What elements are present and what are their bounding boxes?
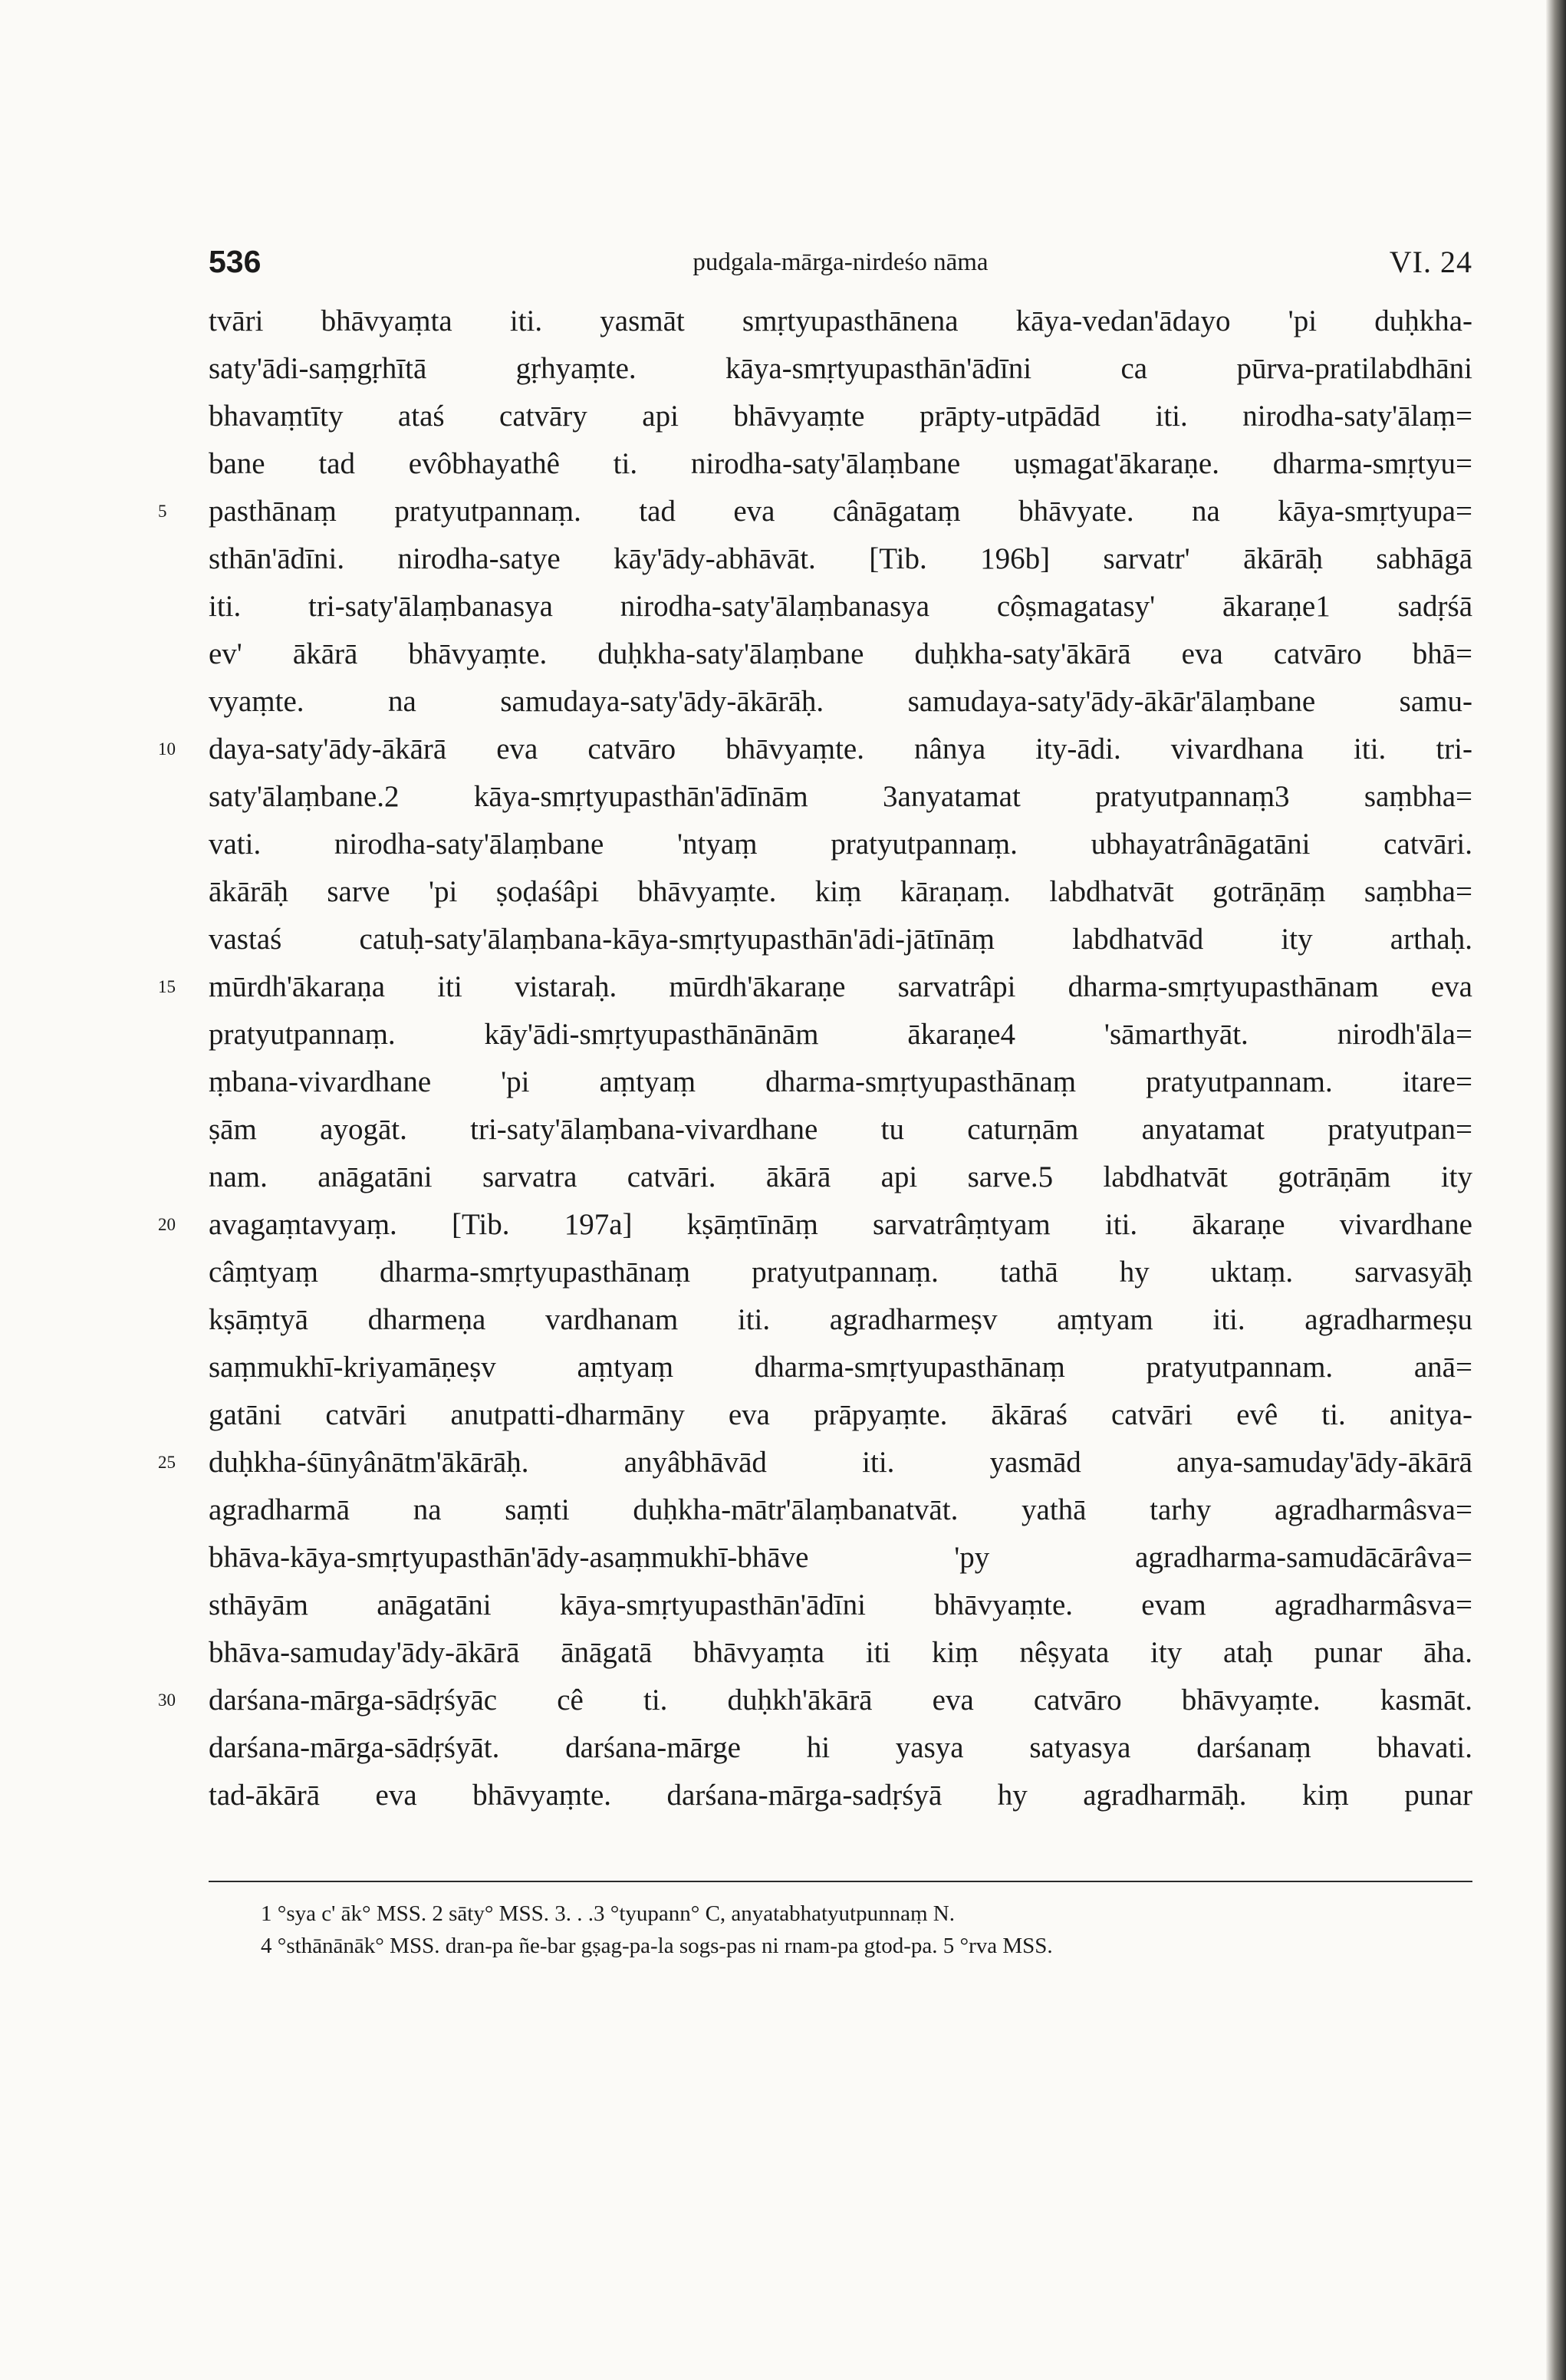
text-line: [209, 1724, 1472, 1772]
text-line: [209, 345, 1472, 393]
text-line: [209, 1582, 1472, 1629]
text-line: [209, 1486, 1472, 1534]
text-line: [209, 868, 1472, 916]
line-text: darśana-mārga-sādṛśyāt. darśana-mārge hi yasya satyasya darśanaṃ bhavati.: [209, 1731, 1472, 1764]
line-number: 30: [158, 1690, 176, 1710]
text-line: [209, 1249, 1472, 1296]
line-text: sthān'ādīni. nirodha-satye kāy'ādy-abhāvāt. [Tib. 196b] sarvatr' ākārāḥ sabhāgā: [209, 542, 1472, 575]
line-text: avagaṃtavyaṃ. [Tib. 197a] kṣāṃtīnāṃ sarvatrâṃtyam iti. ākaraṇe vivardhane: [209, 1208, 1472, 1241]
footnote-line: 4 °sthānānāk° MSS. dran-pa ñe-bar gṣag-pa-la sogs-pas ni rnam-pa gtod-pa. 5 °rva MSS.: [261, 1934, 1053, 1958]
text-line: [209, 583, 1472, 630]
line-text: vati. nirodha-saty'ālaṃbane 'ntyaṃ pratyutpannaṃ. ubhayatrânāgatāni catvāri.: [209, 828, 1472, 861]
text-line: [158, 726, 1472, 773]
text-line: [209, 821, 1472, 868]
line-text: saty'ādi-saṃgṛhītā gṛhyaṃte. kāya-smṛtyupasthān'ādīni ca pūrva-pratilabdhāni: [209, 352, 1472, 385]
text-line: [209, 298, 1472, 345]
line-text: vyaṃte. na samudaya-saty'ādy-ākārāḥ. samudaya-saty'ādy-ākār'ālaṃbane samu-: [209, 685, 1472, 718]
line-text: tad-ākārā eva bhāvyaṃte. darśana-mārga-sadṛśyā hy agradharmāḥ. kiṃ punar: [209, 1779, 1472, 1812]
text-line: [209, 678, 1472, 726]
line-text: daya-saty'ādy-ākārā eva catvāro bhāvyaṃte. nânya ity-ādi. vivardhana iti. tri-: [209, 732, 1472, 765]
line-text: gatāni catvāri anutpatti-dharmāny eva prāpyaṃte. ākāraś catvāri evê ti. anitya-: [209, 1398, 1472, 1431]
text-line: [158, 1201, 1472, 1249]
line-text: câṃtyaṃ dharma-smṛtyupasthānaṃ pratyutpannaṃ. tathā hy uktaṃ. sarvasyāḥ: [209, 1256, 1472, 1289]
text-line: [209, 1106, 1472, 1154]
running-head: [209, 244, 1472, 290]
text-line: [209, 1772, 1472, 1819]
text-line: [209, 1011, 1472, 1058]
line-text: bane tad evôbhayathê ti. nirodha-saty'ālaṃbane uṣmagat'ākaraṇe. dharma-smṛtyu=: [209, 447, 1472, 480]
line-text: vastaś catuḥ-saty'ālaṃbana-kāya-smṛtyupasthān'ādi-jātīnāṃ labdhatvād ity arthaḥ.: [209, 923, 1472, 956]
text-line: [158, 488, 1472, 535]
line-text: iti. tri-saty'ālaṃbanasya nirodha-saty'ālaṃbanasya côṣmagatasy' ākaraṇe1 sadṛśā: [209, 590, 1472, 623]
footnote-rule: [209, 1881, 1472, 1882]
footnotes: [261, 1898, 1411, 1962]
text-line: [209, 393, 1472, 440]
line-number: 5: [158, 502, 167, 521]
page-number: 536: [209, 244, 262, 279]
main-text-block: [158, 298, 1472, 1819]
line-text: pratyutpannaṃ. kāy'ādi-smṛtyupasthānānām ākaraṇe4 'sāmarthyāt. nirodh'āla=: [209, 1018, 1472, 1051]
line-text: sthāyām anāgatāni kāya-smṛtyupasthān'ādīni bhāvyaṃte. evam agradharmâsva=: [209, 1588, 1472, 1621]
text-line: [209, 1344, 1472, 1391]
line-number: 20: [158, 1215, 176, 1234]
text-line: [158, 963, 1472, 1011]
line-text: duḥkha-śūnyânātm'ākārāḥ. anyâbhāvād iti. yasmād anya-samuday'ādy-ākārā: [209, 1446, 1472, 1479]
text-line: [209, 1391, 1472, 1439]
line-text: ev' ākārā bhāvyaṃte. duḥkha-saty'ālaṃbane duḥkha-saty'ākārā eva catvāro bhā=: [209, 637, 1472, 670]
section-reference: VI. 24: [1389, 245, 1472, 279]
line-text: nam. anāgatāni sarvatra catvāri. ākārā api sarve.5 labdhatvāt gotrāṇām ity: [209, 1160, 1472, 1193]
line-text: mūrdh'ākaraṇa iti vistaraḥ. mūrdh'ākaraṇe sarvatrâpi dharma-smṛtyupasthānam eva: [209, 970, 1472, 1003]
line-text: bhāva-samuday'ādy-ākārā ānāgatā bhāvyaṃta iti kiṃ nêṣyata ity ataḥ punar āha.: [209, 1636, 1472, 1669]
text-line: [209, 916, 1472, 963]
line-text: ṣām ayogāt. tri-saty'ālaṃbana-vivardhane tu caturṇām anyatamat pratyutpan=: [209, 1113, 1472, 1146]
line-text: saty'ālaṃbane.2 kāya-smṛtyupasthān'ādīnām 3anyatamat pratyutpannaṃ3 saṃbha=: [209, 780, 1472, 813]
line-number: 15: [158, 977, 176, 996]
line-text: saṃmukhī-kriyamāṇeṣv aṃtyaṃ dharma-smṛtyupasthānaṃ pratyutpannam. anā=: [209, 1351, 1472, 1384]
line-text: pasthānaṃ pratyutpannaṃ. tad eva cânāgataṃ bhāvyate. na kāya-smṛtyupa=: [209, 495, 1472, 528]
text-line: [158, 1439, 1472, 1486]
line-text: kṣāṃtyā dharmeṇa vardhanam iti. agradharmeṣv aṃtyam iti. agradharmeṣu: [209, 1303, 1472, 1336]
text-line: [209, 1058, 1472, 1106]
line-text: bhāva-kāya-smṛtyupasthān'ādy-asaṃmukhī-bhāve 'py agradharma-samudācārâva=: [209, 1541, 1472, 1574]
text-line: [209, 1534, 1472, 1582]
line-text: bhavaṃtīty ataś catvāry api bhāvyaṃte prāpty-utpādād iti. nirodha-saty'ālaṃ=: [209, 400, 1472, 433]
line-text: ṃbana-vivardhane 'pi aṃtyaṃ dharma-smṛtyupasthānaṃ pratyutpannam. itare=: [209, 1065, 1472, 1098]
text-line: [209, 535, 1472, 583]
text-line: [209, 630, 1472, 678]
text-line: [209, 773, 1472, 821]
text-line: [209, 1154, 1472, 1201]
footnote-line: 1 °sya c' āk° MSS. 2 sāty° MSS. 3. . .3 °tyupann° C, anyatabhatyutpunnaṃ N.: [261, 1901, 955, 1926]
line-text: ākārāḥ sarve 'pi ṣoḍaśâpi bhāvyaṃte. kiṃ kāraṇaṃ. labdhatvāt gotrāṇāṃ saṃbha=: [209, 875, 1472, 908]
line-number: 10: [158, 739, 176, 759]
text-line: [209, 1629, 1472, 1677]
line-text: agradharmā na saṃti duḥkha-mātr'ālaṃbanatvāt. yathā tarhy agradharmâsva=: [209, 1493, 1472, 1526]
text-line: [158, 1677, 1472, 1724]
line-text: darśana-mārga-sādṛśyāc cê ti. duḥkh'ākārā eva catvāro bhāvyaṃte. kasmāt.: [209, 1684, 1472, 1717]
page-edge-shadow: [1546, 0, 1566, 2380]
text-line: [209, 440, 1472, 488]
text-line: [209, 1296, 1472, 1344]
line-number: 25: [158, 1453, 176, 1472]
line-text: tvāri bhāvyaṃta iti. yasmāt smṛtyupasthānena kāya-vedan'ādayo 'pi duḥkha-: [209, 304, 1472, 337]
running-title: pudgala-mārga-nirdeśo nāma: [693, 249, 989, 276]
